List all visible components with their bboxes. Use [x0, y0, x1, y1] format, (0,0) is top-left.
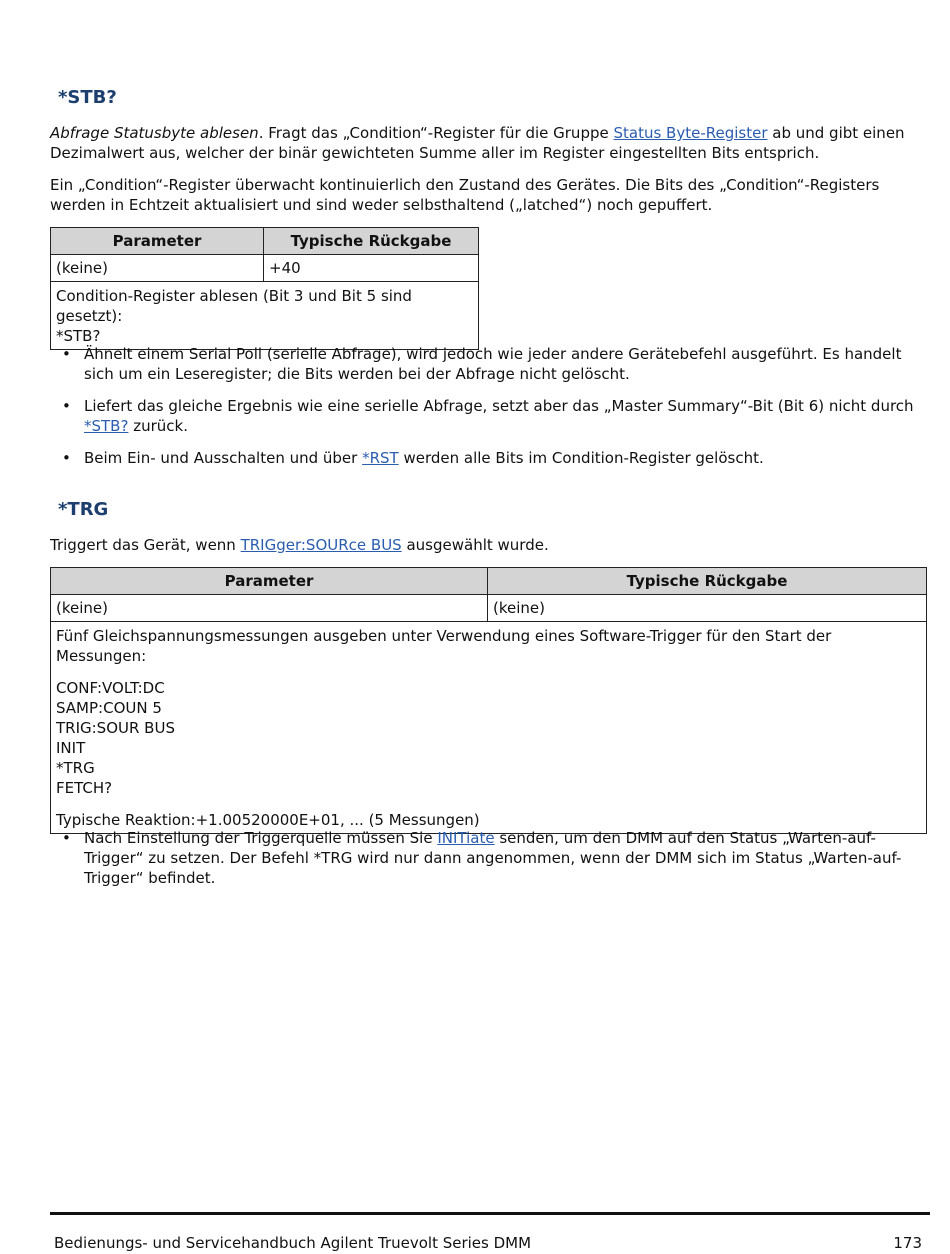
table-header-return: Typische Rückgabe: [264, 228, 479, 255]
stb-description-italic: Abfrage Statusbyte ablesen: [50, 124, 259, 142]
list-item: • Ähnelt einem Serial Poll (serielle Abfrage), wird jedoch wie jeder andere Gerätebefehl ausgeführt. Es handelt sich um ein Leseregister; die Bits werden bei der Abfrage nicht gelöscht.: [62, 345, 902, 383]
table-header-parameter: Parameter: [51, 568, 488, 595]
list-item: • Liefert das gleiche Ergebnis wie eine serielle Abfrage, setzt aber das „Master Summary“-Bit (Bit 6) nicht durch *STB? zurück.: [62, 397, 914, 435]
rst-link[interactable]: *RST: [362, 449, 399, 467]
footer-title: Bedienungs- und Servicehandbuch Agilent Truevolt Series DMM: [54, 1234, 532, 1252]
code-line: *TRG: [56, 759, 95, 777]
code-line: CONF:VOLT:DC: [56, 679, 165, 697]
trg-parameter-table: [50, 567, 927, 834]
table-cell-parameter: (keine): [51, 595, 488, 622]
trg-description: Triggert das Gerät, wenn TRIGger:SOURce BUS ausgewählt wurde.: [50, 536, 549, 554]
trg-example-intro: Fünf Gleichspannungsmessungen ausgeben unter Verwendung eines Software-Trigger für den Start der Messungen:: [56, 627, 832, 665]
stb-example-cell: [51, 282, 479, 350]
trigger-source-bus-link[interactable]: TRIGger:SOURce BUS: [240, 536, 402, 554]
section-heading-stb: *STB?: [58, 87, 117, 108]
table-header-return: Typische Rückgabe: [488, 568, 927, 595]
trg-typical-reaction: Typische Reaktion:+1.00520000E+01, ... (5 Messungen): [56, 811, 480, 829]
code-line: SAMP:COUN 5: [56, 699, 162, 717]
stb-description: Abfrage Statusbyte ablesen. Fragt das „Condition“-Register für die Gruppe Status Byte-Register ab und gibt einen Dezimalwert aus, welcher der binär gewichteten Summe aller im Register eingestellten Bits entsprich.: [50, 124, 905, 162]
trg-example-cell: [51, 622, 927, 834]
table-cell-return: (keine): [488, 595, 927, 622]
page-number: 173: [893, 1234, 922, 1252]
stb-bullet-list: [50, 344, 928, 468]
status-byte-register-link[interactable]: Status Byte-Register: [613, 124, 768, 142]
stb-example-command: *STB?: [56, 327, 101, 345]
table-row: [51, 595, 927, 622]
code-line: INIT: [56, 739, 86, 757]
table-header-parameter: Parameter: [51, 228, 264, 255]
stb-parameter-table: [50, 227, 479, 350]
initiate-link[interactable]: INITiate: [437, 829, 495, 847]
stb-link[interactable]: *STB?: [84, 417, 129, 435]
table-cell-parameter: (keine): [51, 255, 264, 282]
table-row: [51, 255, 479, 282]
footer-divider: [50, 1212, 930, 1215]
code-line: FETCH?: [56, 779, 113, 797]
section-heading-trg: *TRG: [58, 499, 109, 520]
code-line: TRIG:SOUR BUS: [56, 719, 175, 737]
stb-example-text: Condition-Register ablesen (Bit 3 und Bit 5 sind gesetzt):: [56, 287, 412, 325]
list-item: • Beim Ein- und Ausschalten und über *RST werden alle Bits im Condition-Register gelöscht.: [62, 449, 764, 467]
stb-condition-paragraph: Ein „Condition“-Register überwacht kontinuierlich den Zustand des Gerätes. Die Bits des „Condition“-Registers werden in Echtzeit aktualisiert und sind weder selbsthaltend („latched“) noch gepuffert.: [50, 176, 880, 214]
list-item: • Nach Einstellung der Triggerquelle müssen Sie INITiate senden, um den DMM auf den Status „Warten-auf-Trigger“ zu setzen. Der Befehl *TRG wird nur dann angenommen, wenn der DMM sich im Status „Warten-auf-Trigger“ befindet.: [62, 829, 902, 887]
table-cell-return: +40: [264, 255, 479, 282]
trg-bullet-list: [50, 828, 928, 888]
